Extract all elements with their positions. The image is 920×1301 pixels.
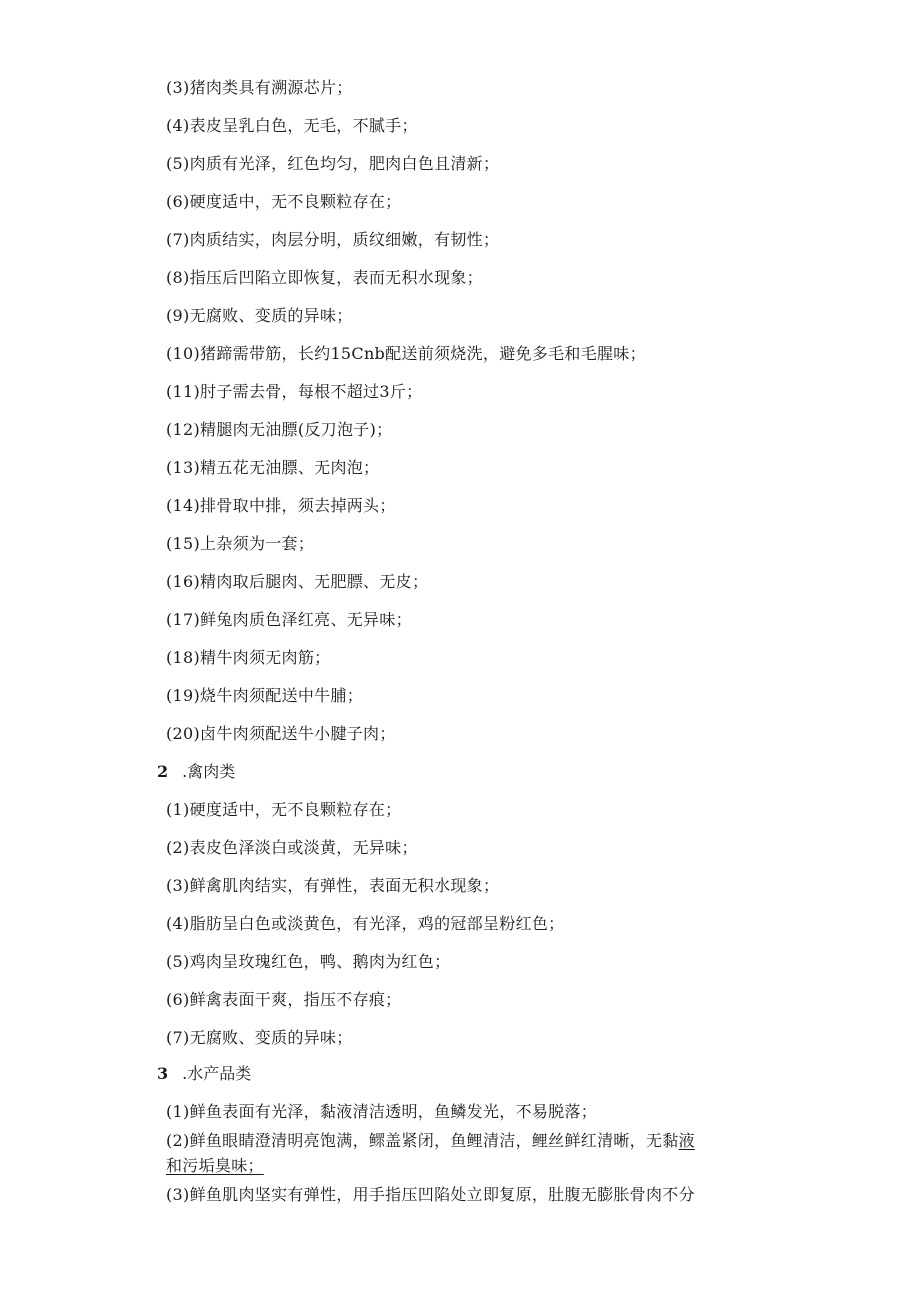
poultry-item-1: (1)硬度适中，无不良颗粒存在；	[166, 800, 402, 819]
pork-item-18: (18)精牛肉须无肉筋；	[166, 648, 331, 667]
poultry-item-5: (5)鸡肉呈玫瑰红色，鸭、鹅肉为红色；	[166, 952, 451, 971]
section-number: 3	[157, 1064, 169, 1083]
aquatic-item-3: (3)鲜鱼肌肉坚实有弹性，用手指压凹陷处立即复原，肚腹无膨胀骨肉不分	[166, 1185, 695, 1204]
poultry-item-3: (3)鲜禽肌肉结实，有弹性，表面无积水现象；	[166, 876, 500, 895]
poultry-item-2: (2)表皮色泽淡白或淡黄，无异味；	[166, 838, 418, 857]
pork-item-12: (12)精腿肉无油膘(反刀泡子)；	[166, 420, 393, 439]
pork-item-11: (11)肘子需去骨，每根不超过3斤；	[166, 382, 423, 401]
pork-item-7: (7)肉质结实，肉层分明，质纹细嫩，有韧性；	[166, 230, 500, 249]
section-title: .禽肉类	[182, 762, 236, 781]
pork-item-15: (15)上杂须为一套；	[166, 534, 315, 553]
pork-item-5: (5)肉质有光泽，红色均匀，肥肉白色且清新；	[166, 154, 500, 173]
pork-item-4: (4)表皮呈乳白色，无毛，不腻手；	[166, 116, 418, 135]
pork-item-14: (14)排骨取中排，须去掉两头；	[166, 496, 396, 515]
section-heading-aquatic	[157, 1064, 251, 1084]
pork-item-6: (6)硬度适中，无不良颗粒存在；	[166, 192, 402, 211]
pork-item-16: (16)精肉取后腿肉、无肥膘、无皮；	[166, 572, 429, 591]
aquatic-item-1: (1)鲜鱼表面有光泽，黏液清洁透明，鱼鳞发光，不易脱落；	[166, 1102, 598, 1121]
pork-item-20: (20)卤牛肉须配送牛小腱子肉；	[166, 724, 396, 743]
pork-item-9: (9)无腐败、变质的异味；	[166, 306, 353, 325]
section-title: .水产品类	[182, 1064, 252, 1083]
poultry-item-4: (4)脂肪呈白色或淡黄色，有光泽，鸡的冠部呈粉红色；	[166, 914, 565, 933]
aquatic-item-2-text: (2)鲜鱼眼睛澄清明亮饱满，鳏盖紧闭，鱼鲤清洁，鲤丝鲜红清晰，无黏	[166, 1131, 679, 1150]
pork-item-17: (17)鲜兔肉质色泽红亮、无异味；	[166, 610, 412, 629]
aquatic-item-2-tail: 液	[678, 1131, 695, 1150]
poultry-item-7: (7)无腐败、变质的异味；	[166, 1028, 353, 1047]
pork-item-13: (13)精五花无油膘、无肉泡；	[166, 458, 380, 477]
aquatic-item-2-line-2: 和污垢臭味；	[166, 1156, 264, 1175]
pork-item-8: (8)指压后凹陷立即恢复，表而无积水现象；	[166, 268, 483, 287]
pork-item-3: (3)猪肉类具有溯源芯片；	[166, 78, 353, 97]
pork-item-19: (19)烧牛肉须配送中牛脯；	[166, 686, 364, 705]
section-number: 2	[157, 762, 169, 781]
section-heading-poultry	[157, 762, 235, 782]
pork-item-10: (10)猪蹄需带筋，长约15Cnb配送前须烧洗，避免多毛和毛腥味；	[166, 344, 646, 363]
poultry-item-6: (6)鲜禽表面干爽，指压不存痕；	[166, 990, 402, 1009]
aquatic-item-2-line-1	[166, 1131, 695, 1151]
